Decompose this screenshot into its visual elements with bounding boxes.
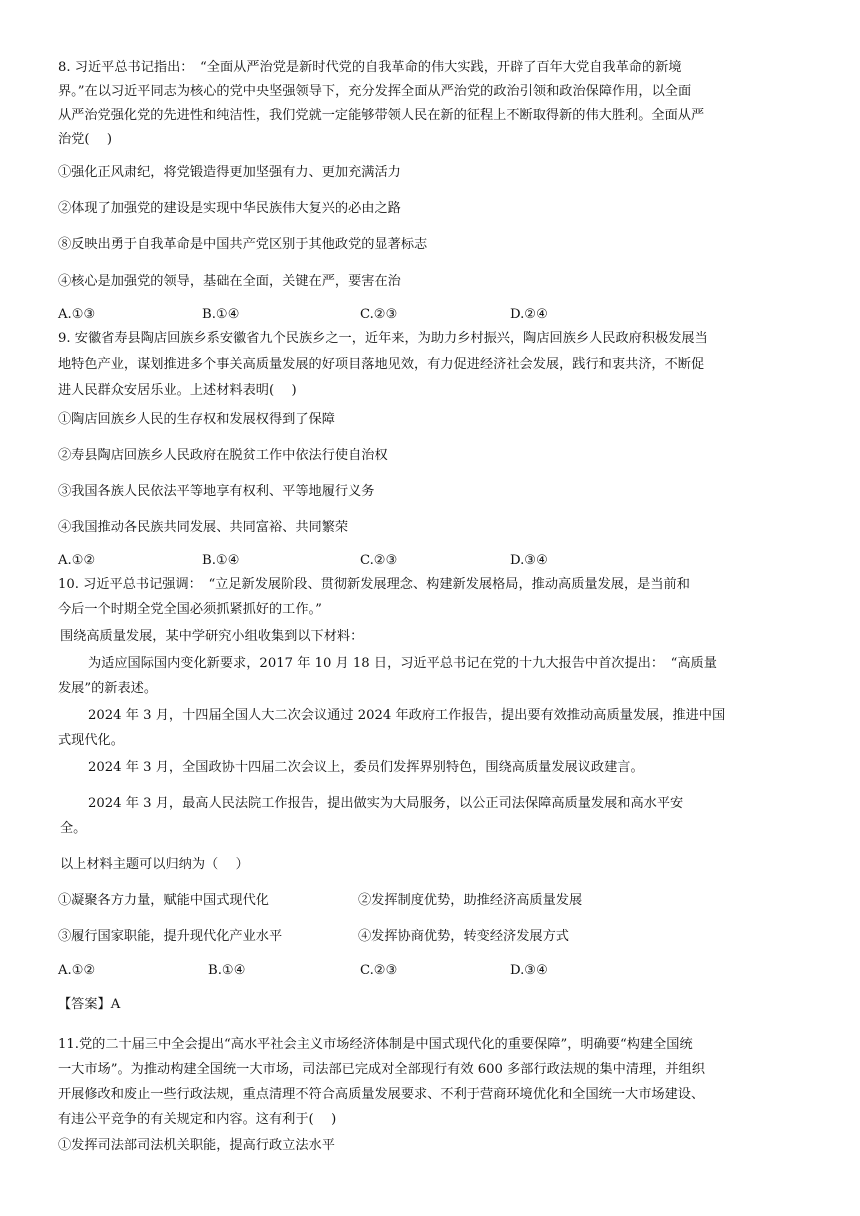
q10-material-1b: 发展”的新表述。	[58, 681, 158, 696]
q9-statement-2: ②寿县陶店回族乡人民政府在脱贫工作中依法行使自治权	[58, 448, 388, 463]
q11-stem-line-3: 开展修改和废止一些行政法规，重点清理不符合高质量发展要求、不利于营商环境优化和全国统一大市场建设、	[58, 1087, 705, 1102]
q10-material-4a: 2024 年 3 月，最高人民法院工作报告，提出做实为大局服务，以公正司法保障高质量发展和高水平安	[88, 796, 684, 811]
q8-stem-line-1: 8. 习近平总书记指出： “全面从严治党是新时代党的自我革命的伟大实践，开辟了百年大党自我革命的新境	[58, 60, 682, 75]
q9-option-c: C.②③	[360, 553, 398, 568]
q10-statement-3: ③履行国家职能，提升现代化产业水平	[58, 929, 283, 944]
q8-option-c: C.②③	[360, 307, 398, 322]
q10-option-c: C.②③	[360, 963, 398, 978]
q10-statement-4: ④发挥协商优势，转变经济发展方式	[358, 929, 569, 944]
q10-question: 以上材料主题可以归纳为（ ）	[60, 857, 249, 872]
q9-statement-3: ③我国各族人民依法平等地享有权利、平等地履行义务	[58, 484, 375, 499]
q10-statement-2: ②发挥制度优势，助推经济高质量发展	[358, 893, 583, 908]
q10-material-2b: 式现代化。	[58, 733, 124, 748]
q10-stem-line-1: 10. 习近平总书记强调： “立足新发展阶段、贯彻新发展理念、构建新发展格局，推动高质量发展，是当前和	[58, 577, 690, 592]
q10-material-3: 2024 年 3 月，全国政协十四届二次会议上，委员们发挥界别特色，围绕高质量发展议政建言。	[88, 760, 644, 775]
q10-answer: 【答案】A	[58, 997, 121, 1012]
q10-option-d: D.③④	[510, 963, 548, 978]
q11-stem-line-4: 有违公平竞争的有关规定和内容。这有利于( )	[58, 1112, 337, 1127]
q10-material-2a: 2024 年 3 月，十四届全国人大二次会议通过 2024 年政府工作报告，提出要有效推动高质量发展，推进中国	[88, 708, 726, 723]
q8-stem-line-3: 从严治党强化党的先进性和纯洁性，我们党就一定能够带领人民在新的征程上不断取得新的伟大胜利。全面从严	[58, 108, 705, 123]
q8-statement-4: ④核心是加强党的领导，基础在全面，关键在严，要害在治	[58, 274, 401, 289]
q10-material-4b: 全。	[60, 821, 87, 836]
q8-option-b: B.①④	[202, 307, 240, 322]
q8-statement-1: ①强化正风肃纪，将党锻造得更加坚强有力、更加充满活力	[58, 165, 401, 180]
q9-option-d: D.③④	[510, 553, 548, 568]
q8-stem-line-4: 治党( )	[58, 132, 113, 147]
q10-material-1a: 为适应国际国内变化新要求，2017 年 10 月 18 日，习近平总书记在党的十九大报告中首次提出： “高质量	[88, 656, 717, 671]
q11-stem-line-1: 11.党的二十届三中全会提出“高水平社会主义市场经济体制是中国式现代化的重要保障”，明确要“构建全国统	[58, 1037, 693, 1052]
q10-stem-line-3: 围绕高质量发展，某中学研究小组收集到以下材料：	[60, 629, 364, 644]
q9-option-b: B.①④	[202, 553, 240, 568]
q8-statement-2: ②体现了加强党的建设是实现中华民族伟大复兴的必由之路	[58, 201, 401, 216]
q9-stem-line-3: 进人民群众安居乐业。上述材料表明( )	[58, 383, 297, 398]
q10-option-b: B.①④	[208, 963, 246, 978]
q10-statement-1: ①凝聚各方力量，赋能中国式现代化	[58, 893, 269, 908]
q8-option-d: D.②④	[510, 307, 548, 322]
q8-statement-3: ⑧反映出勇于自我革命是中国共产党区别于其他政党的显著标志	[58, 237, 428, 252]
q11-statement-1: ①发挥司法部司法机关职能，提高行政立法水平	[58, 1138, 335, 1153]
q9-stem-line-1: 9. 安徽省寿县陶店回族乡系安徽省九个民族乡之一，近年来，为助力乡村振兴，陶店回族乡人民政府积极发展当	[58, 331, 708, 346]
q9-statement-1: ①陶店回族乡人民的生存权和发展权得到了保障	[58, 412, 335, 427]
q9-statement-4: ④我国推动各民族共同发展、共同富裕、共同繁荣	[58, 520, 349, 535]
q10-stem-line-2: 今后一个时期全党全国必须抓紧抓好的工作。”	[58, 602, 322, 617]
q9-option-a: A.①②	[58, 553, 96, 568]
q10-option-a: A.①②	[58, 963, 96, 978]
q8-stem-line-2: 界。”在以习近平同志为核心的党中央坚强领导下，充分发挥全面从严治党的政治引领和政治保障作用，以全面	[58, 84, 692, 99]
q11-stem-line-2: 一大市场”。为推动构建全国统一大市场，司法部已完成对全部现行有效 600 多部行政法规的集中清理，并组织	[58, 1062, 705, 1077]
q8-option-a: A.①③	[58, 307, 96, 322]
q9-stem-line-2: 地特色产业，谋划推进多个事关高质量发展的好项目落地见效，有力促进经济社会发展，践行和衷共济，不断促	[58, 357, 705, 372]
